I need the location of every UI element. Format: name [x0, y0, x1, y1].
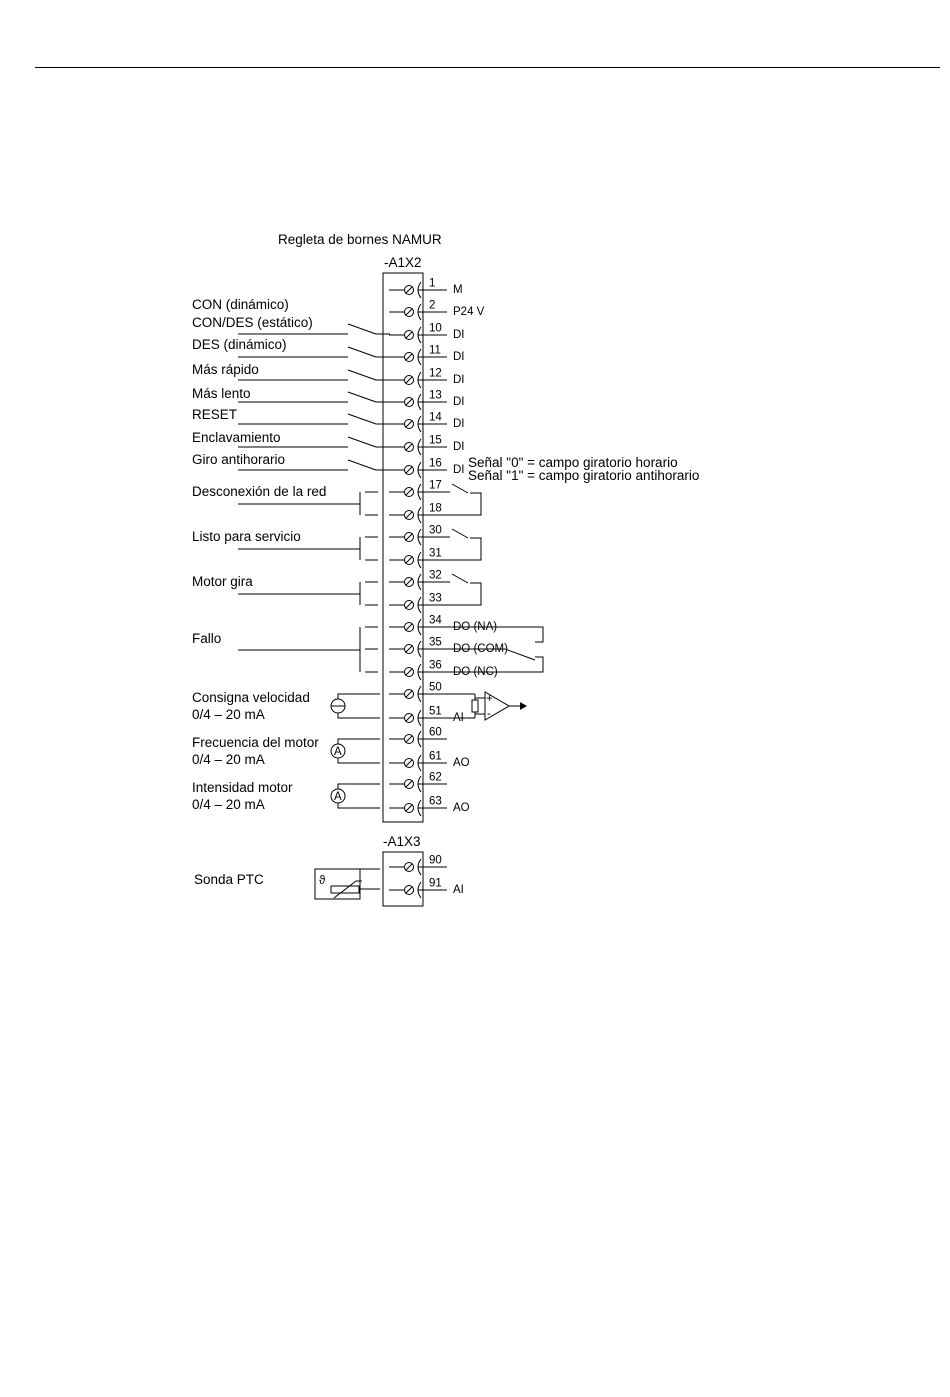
terminal-number: 90	[429, 854, 442, 867]
switch-reset	[238, 414, 390, 424]
terminal-number: 15	[429, 434, 442, 447]
terminal-row-a1x2	[389, 796, 470, 817]
terminal-row-a1x2	[389, 751, 470, 772]
terminal-signal: M	[453, 284, 463, 296]
analog-output-frecuencia	[331, 739, 380, 763]
terminal-signal: DI	[453, 418, 465, 430]
terminal-signal: DO (COM)	[453, 643, 508, 655]
terminal-number: 10	[429, 322, 442, 335]
terminal-number: 62	[429, 771, 442, 784]
terminal-row-a1x2	[389, 300, 485, 321]
theta-symbol: ϑ	[319, 875, 326, 887]
label-listo-servicio: Listo para servicio	[192, 529, 301, 544]
terminal-row-a1x2	[389, 593, 447, 614]
terminal-row-a1x2	[389, 278, 463, 299]
terminal-number: 16	[429, 457, 442, 470]
shunt-resistor-icon	[472, 700, 478, 712]
terminal-row-a1x2	[389, 615, 497, 636]
terminal-signal: DI	[453, 351, 465, 363]
ammeter-symbol: A	[334, 746, 342, 758]
terminal-row-a1x2	[389, 570, 447, 591]
diagram-title: Regleta de bornes NAMUR	[278, 232, 442, 247]
terminal-row-a1x2	[389, 503, 447, 524]
label-fallo: Fallo	[192, 631, 222, 646]
terminal-row-a1x2	[389, 345, 465, 366]
terminal-number: 60	[429, 726, 442, 739]
terminal-signal: AI	[453, 884, 464, 896]
terminal-rows	[389, 278, 508, 899]
terminal-row-a1x2	[389, 637, 508, 658]
label-mas-lento: Más lento	[192, 386, 251, 401]
label-giro-antihorario: Giro antihorario	[192, 452, 286, 467]
terminal-number: 31	[429, 547, 442, 560]
terminal-signal: DI	[453, 396, 465, 408]
terminal-signal: P24 V	[453, 306, 485, 318]
terminal-number: 61	[429, 750, 442, 763]
label-con-des-estatico: CON/DES (estático)	[192, 315, 313, 330]
terminal-row-a1x2	[389, 660, 498, 681]
terminal-number: 18	[429, 502, 442, 515]
terminal-number: 36	[429, 659, 442, 672]
label-enclavamiento: Enclavamiento	[192, 430, 281, 445]
terminal-number: 51	[429, 705, 442, 718]
strip-label-a1x2: -A1X2	[384, 255, 422, 270]
terminal-row-a1x2	[389, 435, 465, 456]
terminal-number: 13	[429, 389, 442, 402]
terminal-row-a1x2	[389, 525, 447, 546]
label-con-dinamico: CON (dinámico)	[192, 297, 289, 312]
terminal-row-a1x2	[389, 480, 447, 501]
terminal-number: 14	[429, 411, 442, 424]
label-sonda-ptc: Sonda PTC	[194, 872, 264, 887]
terminal-number: 63	[429, 795, 442, 808]
strip-label-a1x3: -A1X3	[383, 834, 421, 849]
terminal-number: 35	[429, 636, 442, 649]
opamp-minus: -	[487, 708, 491, 720]
terminal-signal: DI	[453, 441, 465, 453]
terminal-number: 50	[429, 681, 442, 694]
ammeter-symbol: A	[334, 791, 342, 803]
terminal-number: 2	[429, 299, 436, 312]
terminal-strip-a1x2	[383, 273, 423, 822]
terminal-row-a1x2	[389, 727, 447, 748]
label-frecuencia-motor: Frecuencia del motor	[192, 735, 319, 750]
opamp-plus: +	[486, 693, 493, 705]
output-brackets	[238, 492, 378, 672]
terminal-signal: AO	[453, 757, 470, 769]
terminal-number: 11	[429, 344, 441, 357]
terminal-signal: DO (NA)	[453, 621, 498, 633]
terminal-row-a1x2	[389, 368, 465, 389]
switch-mas-lento	[238, 392, 390, 402]
terminal-row-a1x2	[389, 412, 465, 433]
label-desconexion-red: Desconexión de la red	[192, 484, 327, 499]
terminal-row-a1x2	[389, 682, 447, 703]
terminal-number: 17	[429, 479, 442, 492]
terminal-signal: AI	[453, 712, 464, 724]
terminal-number: 34	[429, 614, 442, 627]
terminal-number: 30	[429, 524, 442, 537]
terminal-number: 12	[429, 367, 442, 380]
terminal-row-a1x2	[389, 548, 447, 569]
label-reset: RESET	[192, 407, 238, 422]
bracket-fallo	[238, 627, 378, 672]
label-consigna-velocidad: Consigna velocidad	[192, 690, 310, 705]
label-intensidad-range: 0/4 – 20 mA	[192, 797, 265, 812]
ptc-sensor	[315, 869, 380, 899]
terminal-row-a1x2	[389, 458, 465, 479]
label-frecuencia-range: 0/4 – 20 mA	[192, 752, 265, 767]
label-mas-rapido: Más rápido	[192, 362, 259, 377]
terminal-row-a1x2	[389, 772, 447, 793]
terminal-number: 32	[429, 569, 442, 582]
terminal-row-a1x3	[389, 878, 464, 899]
function-labels	[192, 297, 326, 887]
terminal-row-a1x2	[389, 706, 464, 727]
terminal-row-a1x2	[389, 323, 465, 344]
terminal-signal: DI	[453, 329, 465, 341]
terminal-signal: AO	[453, 802, 470, 814]
label-des-dinamico: DES (dinámico)	[192, 337, 287, 352]
arrow-right-icon	[520, 702, 527, 710]
label-consigna-range: 0/4 – 20 mA	[192, 707, 265, 722]
terminal-number: 1	[429, 277, 436, 290]
terminal-number: 33	[429, 592, 442, 605]
analog-output-intensidad	[331, 784, 380, 808]
terminal-signal: DI	[453, 464, 465, 476]
terminal-strip-a1x3	[383, 852, 423, 906]
note-senal-1: Señal "1" = campo giratorio antihorario	[468, 468, 700, 483]
terminal-row-a1x3	[389, 855, 447, 876]
terminal-row-a1x2	[389, 390, 465, 411]
terminal-signal: DI	[453, 374, 465, 386]
terminal-signal: DO (NC)	[453, 666, 498, 678]
label-intensidad-motor: Intensidad motor	[192, 780, 293, 795]
label-motor-gira: Motor gira	[192, 574, 253, 589]
note-senal-0: Señal "0" = campo giratorio horario	[468, 455, 678, 470]
bracket-motor-gira	[238, 582, 378, 605]
switch-mas-rapido	[238, 370, 390, 380]
terminal-number: 91	[429, 877, 442, 890]
